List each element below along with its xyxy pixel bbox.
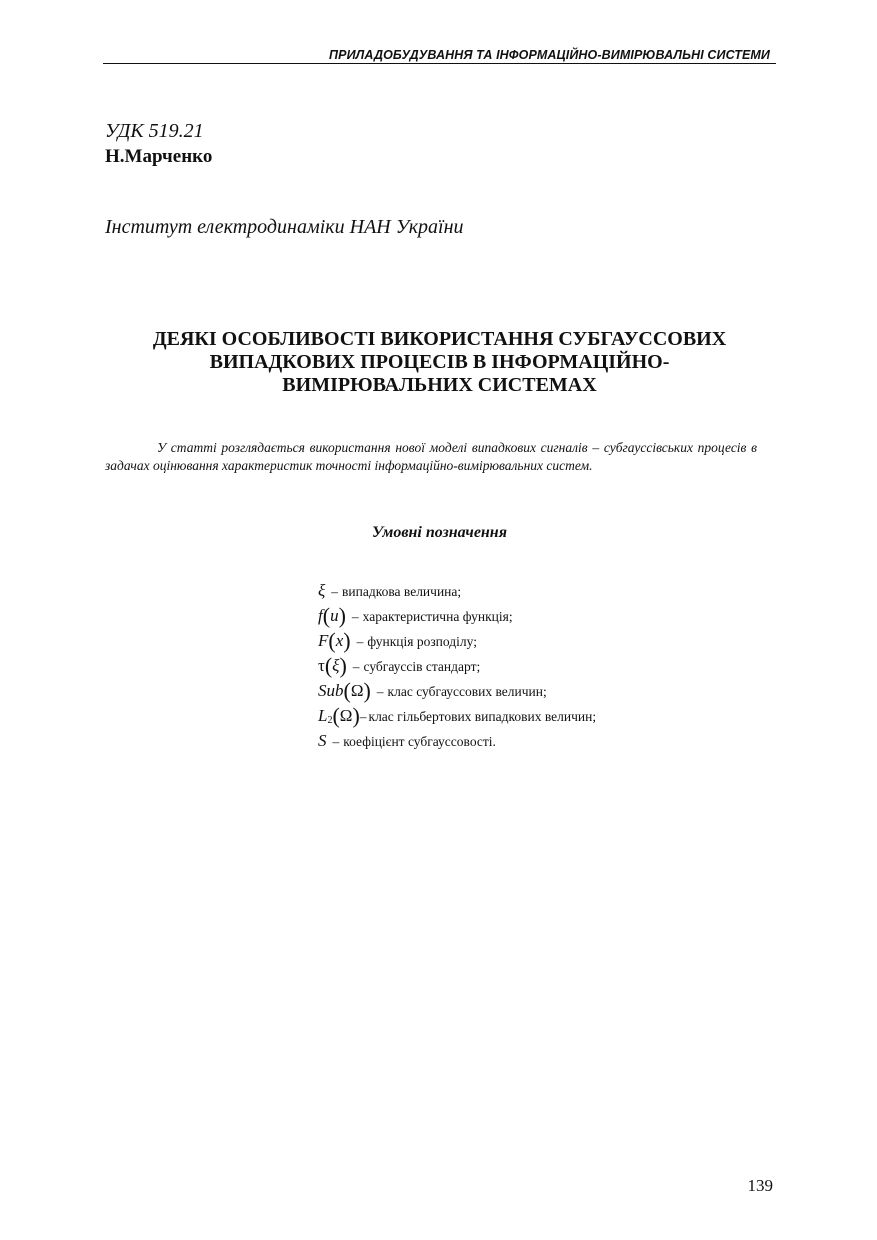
dash: – [332,734,340,749]
dash: – [376,684,384,699]
nomenclature-item: τ(ξ) – субгауссів стандарт; [318,653,481,678]
symbol: F [318,631,329,650]
symbol: L [318,706,328,725]
author-name: Н.Марченко [105,146,213,167]
nomenclature-heading: Умовні позначення [372,524,507,541]
symbol-description: характеристична функція; [362,609,513,624]
symbol-description: випадкова величина; [342,584,462,599]
nomenclature-item: f(u) – характеристична функція; [318,603,513,628]
symbol: τ [318,656,325,675]
affiliation: Інститут електродинаміки НАН України [105,216,464,238]
running-head: ПРИЛАДОБУДУВАННЯ ТА ІНФОРМАЦІЙНО-ВИМІРЮВАЛЬНІ СИСТЕМИ [329,48,770,62]
nomenclature-item: L2(Ω)– клас гільбертових випадкових величин; [318,703,597,728]
dash: – [351,609,359,624]
symbol-argument: x [335,631,344,650]
paper-title [103,328,776,397]
dash: – [331,584,339,599]
symbol: ξ [318,581,326,600]
dash: – [352,659,360,674]
dash: – [356,634,364,649]
symbol-argument: u [330,606,339,625]
symbol-argument: Ω [339,706,353,725]
symbol: f [318,606,323,625]
symbol: S [318,731,327,750]
abstract: У статті розглядається використання нової моделі випадкових сигналів – субгауссівських процесів в задачах оцінювання характеристик точності інформаційно-вимірювальних систем. [105,440,757,473]
page-number: 139 [747,1176,773,1195]
nomenclature-list [318,578,596,753]
nomenclature-item: Sub(Ω) – клас субгауссових величин; [318,678,547,703]
nomenclature-item [318,728,596,753]
symbol-description: коефіцієнт субгауссовості. [343,734,496,749]
udk-code: УДК 519.21 [105,120,204,142]
symbol-description: клас гільбертових випадкових величин; [368,709,597,724]
symbol-description: субгауссів стандарт; [363,659,481,674]
symbol-subscript: 2 [327,715,333,726]
symbol: Sub [318,681,344,700]
title-line: ВИПАДКОВИХ ПРОЦЕСІВ В ІНФОРМАЦІЙНО- [209,351,670,373]
header-rule [103,63,776,64]
title-line: ДЕЯКІ ОСОБЛИВОСТІ ВИКОРИСТАННЯ СУБГАУССОВИХ [152,328,727,350]
dash: – [359,709,367,724]
nomenclature-item [318,578,596,603]
symbol-argument: Ω [350,681,364,700]
title-line: ВИМІРЮВАЛЬНИХ СИСТЕМАХ [282,374,597,396]
nomenclature-item: F(x) – функція розподілу; [318,628,477,653]
symbol-description: клас субгауссових величин; [387,684,547,699]
symbol-argument: ξ [332,656,340,675]
symbol-description: функція розподілу; [367,634,477,649]
